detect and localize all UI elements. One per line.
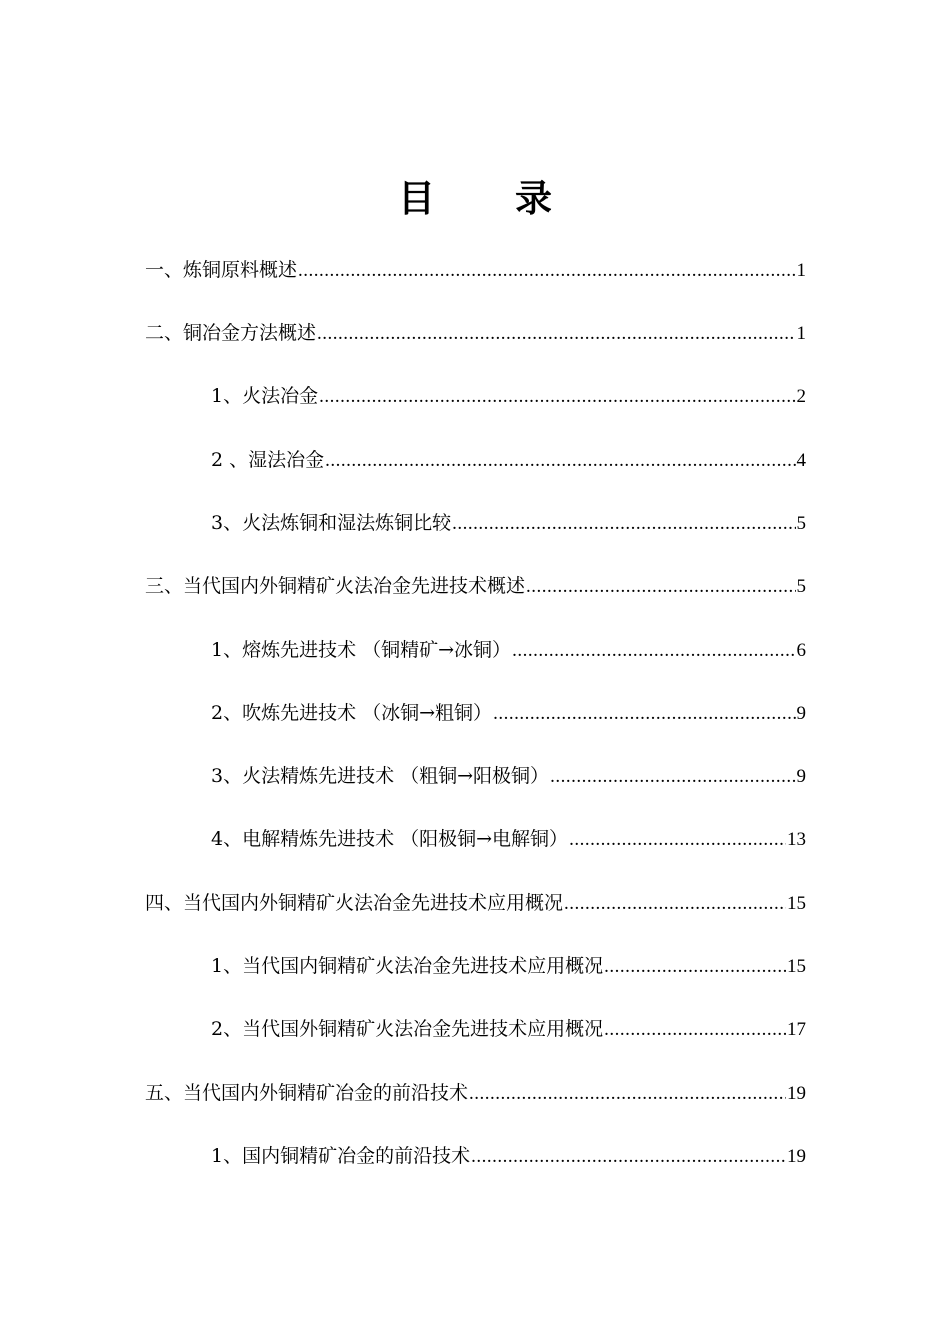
toc-entry	[211, 826, 806, 852]
toc-entry	[145, 1080, 806, 1106]
toc-entry-label: 五、当代国内外铜精矿冶金的前沿技术	[145, 1082, 469, 1104]
toc-leader-dots	[512, 637, 795, 664]
toc-entry-label: 二、铜冶金方法概述	[145, 322, 317, 344]
toc-entry-label: 4、电解精炼先进技术 （阳极铜→电解铜）	[211, 828, 569, 850]
toc-page-number: 19	[787, 1146, 806, 1167]
toc-page-number: 4	[796, 450, 806, 471]
toc-leader-dots	[298, 257, 795, 284]
toc-entry	[211, 700, 806, 726]
toc-entry-label: 1、火法冶金	[211, 385, 319, 407]
toc-leader-dots	[526, 573, 795, 600]
toc-entry	[211, 953, 806, 979]
toc-leader-dots	[550, 763, 795, 790]
toc-leader-dots	[452, 510, 795, 537]
toc-entry	[211, 447, 806, 473]
toc-leader-dots	[493, 700, 795, 727]
toc-leader-dots	[317, 320, 795, 347]
toc-page-number: 13	[787, 829, 806, 850]
toc-page-number: 9	[796, 703, 806, 724]
title-char-1: 目	[398, 177, 435, 220]
toc-page-number: 6	[796, 640, 806, 661]
toc-entry-label: 1、国内铜精矿冶金的前沿技术	[211, 1145, 471, 1167]
toc-entry	[211, 510, 806, 536]
toc-page-number: 5	[796, 513, 806, 534]
toc-entry	[211, 763, 806, 789]
toc-entry-label: 2、当代国外铜精矿火法冶金先进技术应用概况	[211, 1018, 604, 1040]
toc-entry	[145, 573, 806, 599]
toc-entry-label: 一、炼铜原料概述	[145, 259, 298, 281]
toc-page-number: 2	[796, 386, 806, 407]
toc-entry	[145, 320, 806, 346]
toc-page-number: 9	[796, 766, 806, 787]
toc-entry-label: 1、熔炼先进技术 （铜精矿→冰铜）	[211, 639, 512, 661]
toc-leader-dots	[569, 826, 786, 853]
toc-entry-label: 2、吹炼先进技术 （冰铜→粗铜）	[211, 702, 493, 724]
toc-entry	[211, 1016, 806, 1042]
toc-entry	[211, 383, 806, 409]
toc-entry-label: 四、当代国内外铜精矿火法冶金先进技术应用概况	[145, 892, 564, 914]
toc-page-number: 1	[796, 260, 806, 281]
toc-entry-label: 三、当代国内外铜精矿火法冶金先进技术概述	[145, 575, 526, 597]
toc-entry	[145, 257, 806, 283]
toc-leader-dots	[564, 890, 786, 917]
toc-page-number: 17	[787, 1019, 806, 1040]
toc-entry-label: 3、火法精炼先进技术 （粗铜→阳极铜）	[211, 765, 550, 787]
toc-page-number: 5	[796, 576, 806, 597]
toc-entry-label: 2 、湿法冶金	[211, 449, 325, 471]
toc-page-number: 15	[787, 893, 806, 914]
toc-leader-dots	[469, 1080, 786, 1107]
toc-leader-dots	[604, 953, 786, 980]
toc-page-number: 1	[796, 323, 806, 344]
toc-entry	[211, 637, 806, 663]
toc-leader-dots	[604, 1016, 786, 1043]
toc-entry-label: 3、火法炼铜和湿法炼铜比较	[211, 512, 452, 534]
toc-page-number: 15	[787, 956, 806, 977]
title-char-2: 录	[515, 177, 552, 220]
toc-leader-dots	[471, 1143, 786, 1170]
toc-leader-dots	[319, 383, 795, 410]
toc-entry	[145, 890, 806, 916]
toc-leader-dots	[325, 447, 795, 474]
toc-entry-label: 1、当代国内铜精矿火法冶金先进技术应用概况	[211, 955, 604, 977]
toc-page-number: 19	[787, 1083, 806, 1104]
toc-entry	[211, 1143, 806, 1169]
